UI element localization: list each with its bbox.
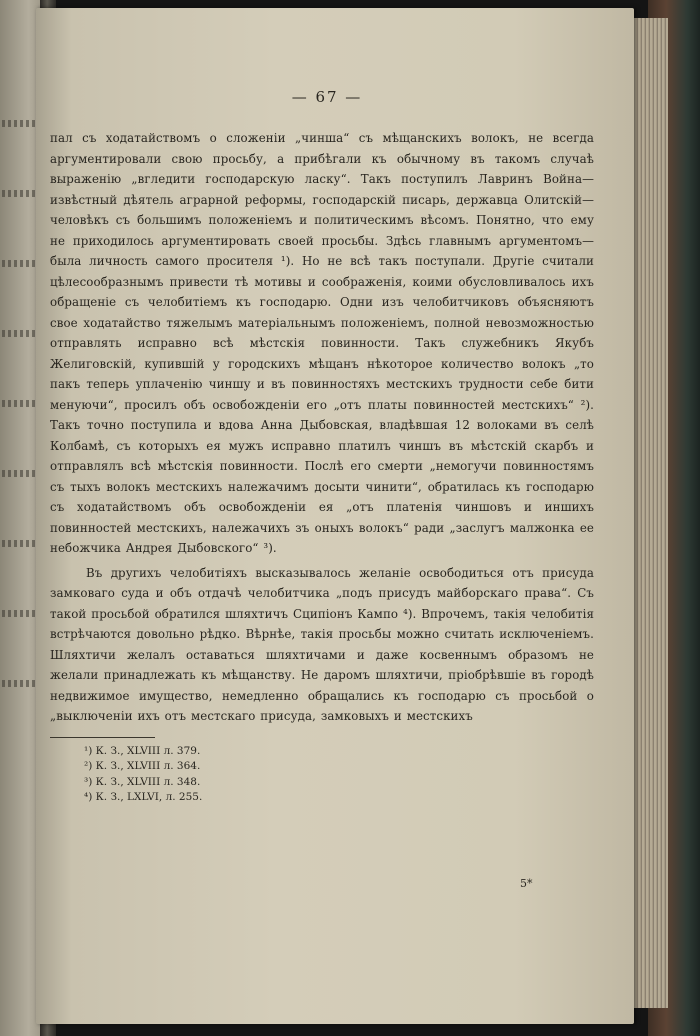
- footnote: ³) К. З., XLVIII л. 348.: [84, 775, 201, 788]
- signature-mark: 5*: [520, 877, 533, 890]
- page-content: [50, 88, 594, 806]
- footnotes: [50, 744, 594, 806]
- body-text: [50, 128, 594, 727]
- paragraph: Въ другихъ челобитіяхъ высказывалось желаніе освободиться отъ присуда замковаго суда и объ отдачѣ челобитчика „подъ присудъ майборскаго права“. Съ такой просьбой обратился шляхтичъ Сципіонъ Кампо ⁴). Впрочемъ, такія челобитія встрѣчаются довольно рѣдко. Вѣрнѣе, такія просьбы можно считать исключеніемъ. Шляхтичи желалъ оставаться шляхтичами и даже косвеннымъ образомъ не желали принадлежать къ мѣщанству. Не даромъ шляхтичи, пріобрѣвшіе въ городѣ недвижимое имущество, немедленно обращались къ господарю съ просьбой о „выключеніи ихъ отъ местскаго присуда, замковыхъ и местскихъ: [50, 565, 594, 723]
- page-edges: [628, 18, 668, 1008]
- footnote: ⁴) К. З., LXLVI, л. 255.: [84, 791, 203, 803]
- paragraph: пал съ ходатайствомъ о сложеніи „чинша“ съ мѣщанскихъ волокъ, не всегда аргументировали свою просьбу, а прибѣгали къ обычному въ такомъ случаѣ выраженію „вгледити господарскую ласку“. Такъ поступилъ Лавринъ Война—извѣстный дѣятель аграрной реформы, господарскій писарь, державца Олитскій—человѣкъ съ большимъ положеніемъ и политическимъ вѣсомъ. Понятно, что ему не приходилось аргументировать своей просьбы. Здѣсь главнымъ аргументомъ—была личность самого просителя ¹). Но не всѣ такъ поступали. Другіе считали цѣлесообразнымъ привести тѣ мотивы и соображенія, коими обусловливалось ихъ обращеніе съ челобитіемъ къ господарю. Одни изъ челобитчиковъ объясняютъ свое ходатайство тяжелымъ матеріальнымъ положеніемъ, полной невозможностью отправлять исправно всѣ мѣстскія повинности. Такъ служебникъ Якубъ Желиговскій, купившій у городскихъ мѣщанъ нѣкоторое количество волокъ „то пакъ теперь уплаченію чиншу и въ повинностяхъ местскихъ трудности себе бити менуючи“, просилъ объ освобожденіи его „отъ платы повинностей местскихъ“ ²). Такъ точно поступила и вдова Анна Дыбовская, владѣвшая 12 волоками въ селѣ Колбамѣ, съ которыхъ ея мужъ исправно платилъ чиншъ въ мѣстскій скарбъ и отправлялъ всѣ мѣстскія повинности. Послѣ его смерти „немогучи повинностямъ съ тыхъ волокъ местскихъ належачимъ досыти чинити“, обратилась къ господарю съ ходатайствомъ объ освобожденіи ея „отъ платенія чиншовъ и иншихъ повинностей местскихъ, належачихъ зъ оныхъ волокъ“ ради „заслугъ малжонка ее небожчика Андрея Дыбовского“ ³).: [50, 131, 594, 555]
- footnote-rule: [50, 737, 155, 738]
- page-number: — 67 —: [291, 88, 363, 106]
- book-page: [36, 8, 634, 1024]
- footnote: ²) К. З., XLVIII л. 364.: [84, 760, 201, 772]
- footnote: ¹) К. З., XLVIII л. 379.: [84, 744, 201, 757]
